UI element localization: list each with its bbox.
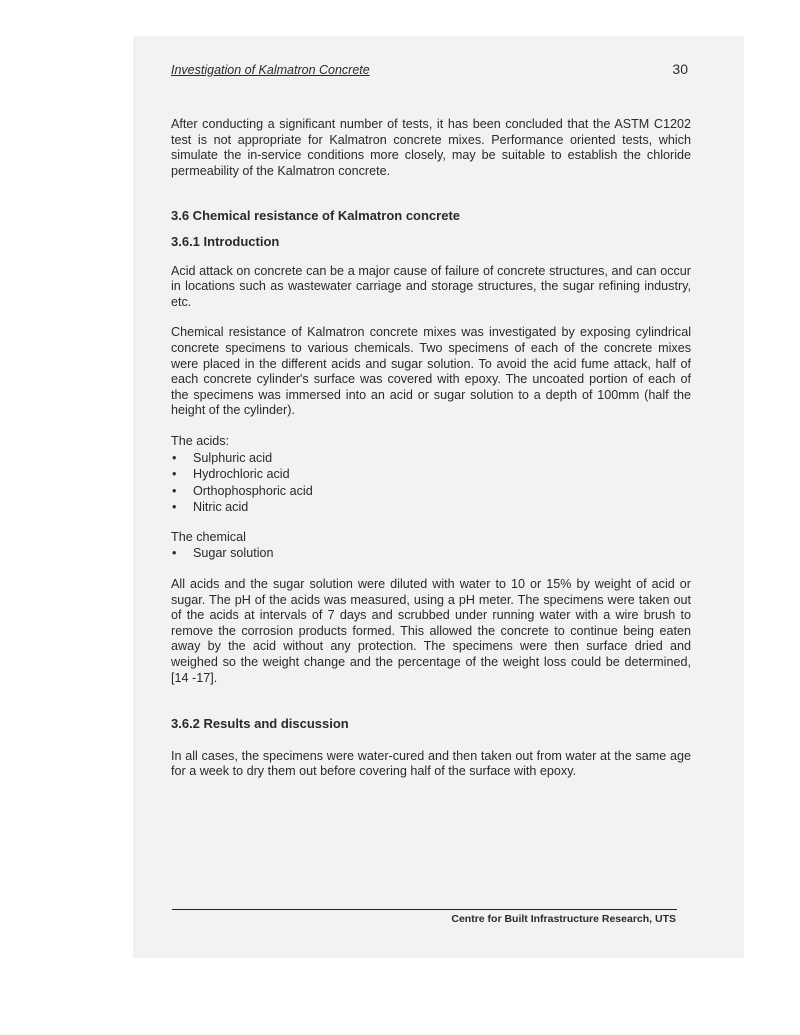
intro-paragraph: After conducting a significant number of tests, it has been concluded that the ASTM C1202 test is not appropriate for Kalmatron concrete mixes. Performance oriented tests, which simulate the in-service conditions more closely, may be suitable to establish the chloride permeability of the Kalmatron concrete. <box>171 117 691 178</box>
list-item: • Hydrochloric acid <box>171 466 691 483</box>
paragraph-acid-attack: Acid attack on concrete can be a major cause of failure of concrete structures, and can occur in locations such as wastewater carriage and storage structures, the sugar refining industry, etc. <box>171 263 691 309</box>
list-item: • Sulphuric acid <box>171 450 691 467</box>
chemicals-list <box>171 545 691 562</box>
paragraph-dilution: All acids and the sugar solution were diluted with water to 10 or 15% by weight of acid or sugar. The pH of the acids was measured, using a pH meter. The specimens were taken out of the acids at intervals of 7 days and scrubbed under running water with a wire brush to remove the corrosion products formed. This allowed the concrete to continue being eaten away by the acid without any protection. The specimens were then surface dried and weighed so the weight change and the percentage of the weight loss could be determined, [14 -17]. <box>171 577 691 685</box>
list-item: • Orthophosphoric acid <box>171 483 691 500</box>
acids-label: The acids: <box>171 433 230 448</box>
page-number: 30 <box>672 61 688 77</box>
document-title: Investigation of Kalmatron Concrete <box>171 63 370 77</box>
section-heading: 3.6 Chemical resistance of Kalmatron concrete <box>171 208 461 224</box>
acids-list <box>171 450 691 516</box>
paragraph-chemical-resistance: Chemical resistance of Kalmatron concrete mixes was investigated by exposing cylindrical concrete specimens to various chemicals. Two specimens of each of the concrete mixes were placed in the different acids and sugar solution. To avoid the acid fume attack, half of each concrete cylinder's surface was covered with epoxy. The uncoated portion of each of the specimens was immersed into an acid or sugar solution to a depth of 100mm (half the height of the cylinder). <box>171 325 691 418</box>
footer-rule <box>172 909 677 910</box>
subsection-heading-introduction: 3.6.1 Introduction <box>171 233 280 249</box>
list-item: • Sugar solution <box>171 545 691 562</box>
chemical-label: The chemical <box>171 529 246 544</box>
subsection-heading-results: 3.6.2 Results and discussion <box>171 716 349 732</box>
page-body <box>171 117 691 780</box>
running-header <box>171 63 688 77</box>
paragraph-results: In all cases, the specimens were water-cured and then taken out from water at the same age for a week to dry them out before covering half of the surface with epoxy. <box>171 748 691 779</box>
list-item: • Nitric acid <box>171 499 691 516</box>
footer-text: Centre for Built Infrastructure Research, UTS <box>451 913 676 925</box>
